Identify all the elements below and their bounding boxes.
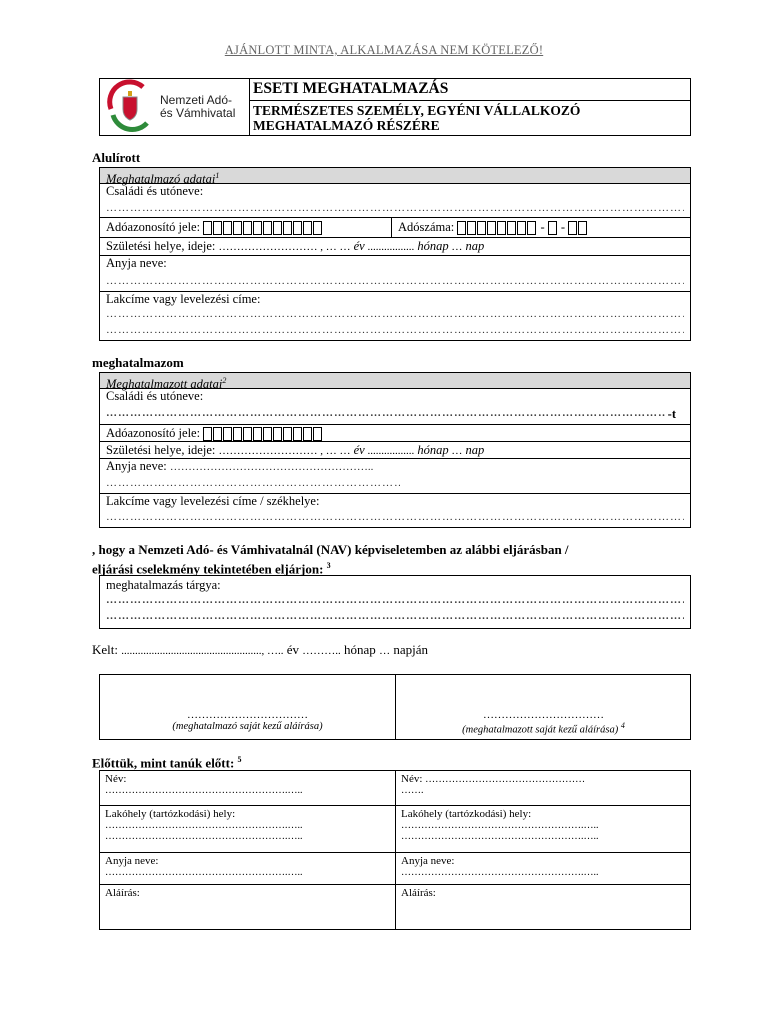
witness2-residence[interactable]: Lakóhely (tartózkodási) hely: ……………………………………………….….. ……………………………………………….…..: [396, 806, 690, 853]
nav-logo: [100, 79, 250, 135]
subject-dots-2: [106, 610, 684, 622]
statement-line1: , hogy a Nemzeti Adó- és Vámhivatalnál (NAV) képviseletemben az alábbi eljárásban /: [92, 542, 569, 557]
agent-address-field[interactable]: [100, 494, 690, 527]
witness1-mother-label: Anyja neve:: [105, 855, 159, 867]
principal-birth-label: Születési helye, ideje:: [106, 239, 216, 253]
witness1-name[interactable]: Név: ……………………………………………….…..: [100, 771, 395, 806]
birth-honap: hónap: [417, 239, 449, 253]
agent-taxid-boxes[interactable]: [203, 427, 323, 441]
statement-line2: eljárási cselekmény tekintetében eljárjon:: [92, 561, 324, 577]
principal-taxid-boxes[interactable]: [203, 221, 323, 235]
witness2-residence-label: Lakóhely (tartózkodási) hely:: [401, 808, 532, 820]
principal-birth-row[interactable]: Születési helye, ideje: ……………………… , … … év ................. hónap … nap: [100, 238, 690, 256]
witness2-mother-label: Anyja neve:: [401, 855, 455, 867]
authorization-statement: [92, 542, 692, 577]
witness2-name[interactable]: Név: ………………………………………… …….: [396, 771, 690, 806]
footnote-4: 4: [620, 721, 625, 730]
agent-signature-caption: (meghatalmazott saját kezű aláírása): [462, 724, 619, 736]
agent-signature[interactable]: …………………………… (meghatalmazott saját kezű aláírása) $^4$: [462, 709, 625, 736]
meghatalmazom-label: meghatalmazom: [92, 355, 184, 370]
form-subtitle-line1: TERMÉSZETES SZEMÉLY, EGYÉNI VÁLLALKOZÓ: [253, 103, 581, 118]
agent-address-label: Lakcíme vagy levelezési címe / székhelye:: [106, 494, 320, 508]
agent-birth-nap: nap: [465, 443, 485, 457]
agent-name-dots: [106, 407, 666, 419]
agent-mother-label: Anyja neve:: [106, 459, 167, 473]
agent-birth-honap: hónap: [417, 443, 449, 457]
agent-section-title: [100, 373, 690, 392]
witnesses-table: [99, 770, 691, 930]
agent-birth-label: Születési helye, ideje:: [106, 443, 216, 457]
agent-name-suffix: -t: [667, 407, 676, 421]
principal-mother-label: Anyja neve:: [106, 256, 167, 270]
principal-name-dots: [106, 202, 684, 214]
witness2-mother[interactable]: Anyja neve: ……………………………………………….…..: [396, 853, 690, 885]
agent-name-field[interactable]: [100, 389, 690, 425]
agent-mother-dots: [106, 477, 400, 489]
principal-taxno-field: Adószáma: - -: [391, 218, 588, 237]
kelt-label: Kelt:: [92, 642, 118, 657]
principal-name-field[interactable]: [100, 184, 690, 218]
principal-signature-caption: (meghatalmazó saját kezű aláírása): [172, 721, 323, 732]
principal-taxno-label: Adószáma:: [398, 220, 455, 234]
alulirott-label: Alulírott: [92, 150, 141, 165]
footnote-3: 3: [326, 561, 331, 570]
agent-taxid-row: [100, 425, 690, 442]
principal-section: [99, 167, 691, 341]
principal-mother-dots: [106, 275, 684, 287]
agent-birth-ev: év: [353, 443, 365, 457]
agent-section-label: Meghatalmazott adatai: [106, 377, 223, 392]
witness1-residence-label: Lakóhely (tartózkodási) hely:: [105, 808, 236, 820]
kelt-napjan: napján: [393, 642, 428, 657]
witness1-signature-label: Aláírás:: [105, 887, 140, 899]
kelt-honap: hónap: [344, 642, 376, 657]
agent-mother-field[interactable]: Anyja neve: ……………………………………………….. ……………………………………………………………………………………………………………………………………………………………: [100, 459, 690, 494]
principal-taxid-row: [100, 218, 690, 238]
agent-address-dots: [106, 511, 684, 523]
birth-ev: év: [353, 239, 365, 253]
nav-emblem-icon: [103, 79, 159, 135]
principal-taxno-boxes[interactable]: [457, 221, 537, 235]
agent-name-label: Családi és utóneve:: [106, 389, 204, 403]
recommended-sample-note: AJÁNLOTT MINTA, ALKALMAZÁSA NEM KÖTELEZŐ!: [224, 43, 544, 57]
agent-birth-row[interactable]: Születési helye, ideje: ……………………… , … … év ................. hónap … nap: [100, 442, 690, 459]
witness2-signature[interactable]: [396, 885, 690, 929]
principal-taxid-label: Adóazonosító jele:: [106, 220, 201, 234]
principal-taxno-county-boxes[interactable]: [568, 221, 588, 235]
principal-name-label: Családi és utóneve:: [106, 184, 204, 198]
subject-label: meghatalmazás tárgya:: [106, 578, 221, 592]
witness1-mother[interactable]: Anyja neve: ……………………………………………….…..: [100, 853, 395, 885]
form-title: ESETI MEGHATALMAZÁS: [250, 79, 690, 101]
kelt-line[interactable]: Kelt: ..................................................., ….. év ……….. hónap … napján: [92, 642, 428, 657]
subject-field[interactable]: [99, 575, 691, 629]
footnote-2: 2: [222, 376, 227, 385]
footnote-1: 1: [215, 171, 220, 180]
form-subtitle-line2: MEGHATALMAZÓ RÉSZÉRE: [253, 118, 440, 133]
witness1-name-label: Név:: [105, 773, 127, 785]
signature-box: [99, 674, 691, 740]
principal-address-field[interactable]: [100, 292, 690, 340]
witness1-signature[interactable]: [100, 885, 395, 929]
principal-mother-field[interactable]: [100, 256, 690, 292]
witnesses-title-text: Előttük, mint tanúk előtt:: [92, 755, 235, 771]
witness2-name-label: Név:: [401, 773, 423, 785]
agent-taxid-label: Adóazonosító jele:: [106, 426, 201, 440]
logo-line1: Nemzeti Adó-: [160, 93, 233, 107]
subject-dots-1: [106, 594, 684, 606]
principal-address-label: Lakcíme vagy levelezési címe:: [106, 292, 261, 306]
principal-section-title: [100, 168, 690, 187]
birth-nap: nap: [465, 239, 485, 253]
witness1-residence[interactable]: Lakóhely (tartózkodási) hely: ……………………………………………….….. ……………………………………………….…..: [100, 806, 395, 853]
kelt-ev: év: [286, 642, 300, 657]
form-subtitle: [250, 101, 696, 135]
witnesses-title: [92, 755, 242, 771]
principal-section-label: Meghatalmazó adatai: [106, 172, 216, 187]
agent-section: [99, 372, 691, 528]
principal-address-dots-1: [106, 308, 684, 320]
principal-taxno-vat-box[interactable]: [548, 221, 558, 235]
witness2-signature-label: Aláírás:: [401, 887, 436, 899]
form-header: [99, 78, 691, 136]
footnote-5: 5: [237, 755, 242, 764]
principal-address-dots-2: [106, 324, 684, 336]
logo-line2: és Vámhivatal: [160, 106, 236, 120]
principal-signature[interactable]: …………………………… (meghatalmazó saját kezű aláírása): [100, 675, 396, 739]
